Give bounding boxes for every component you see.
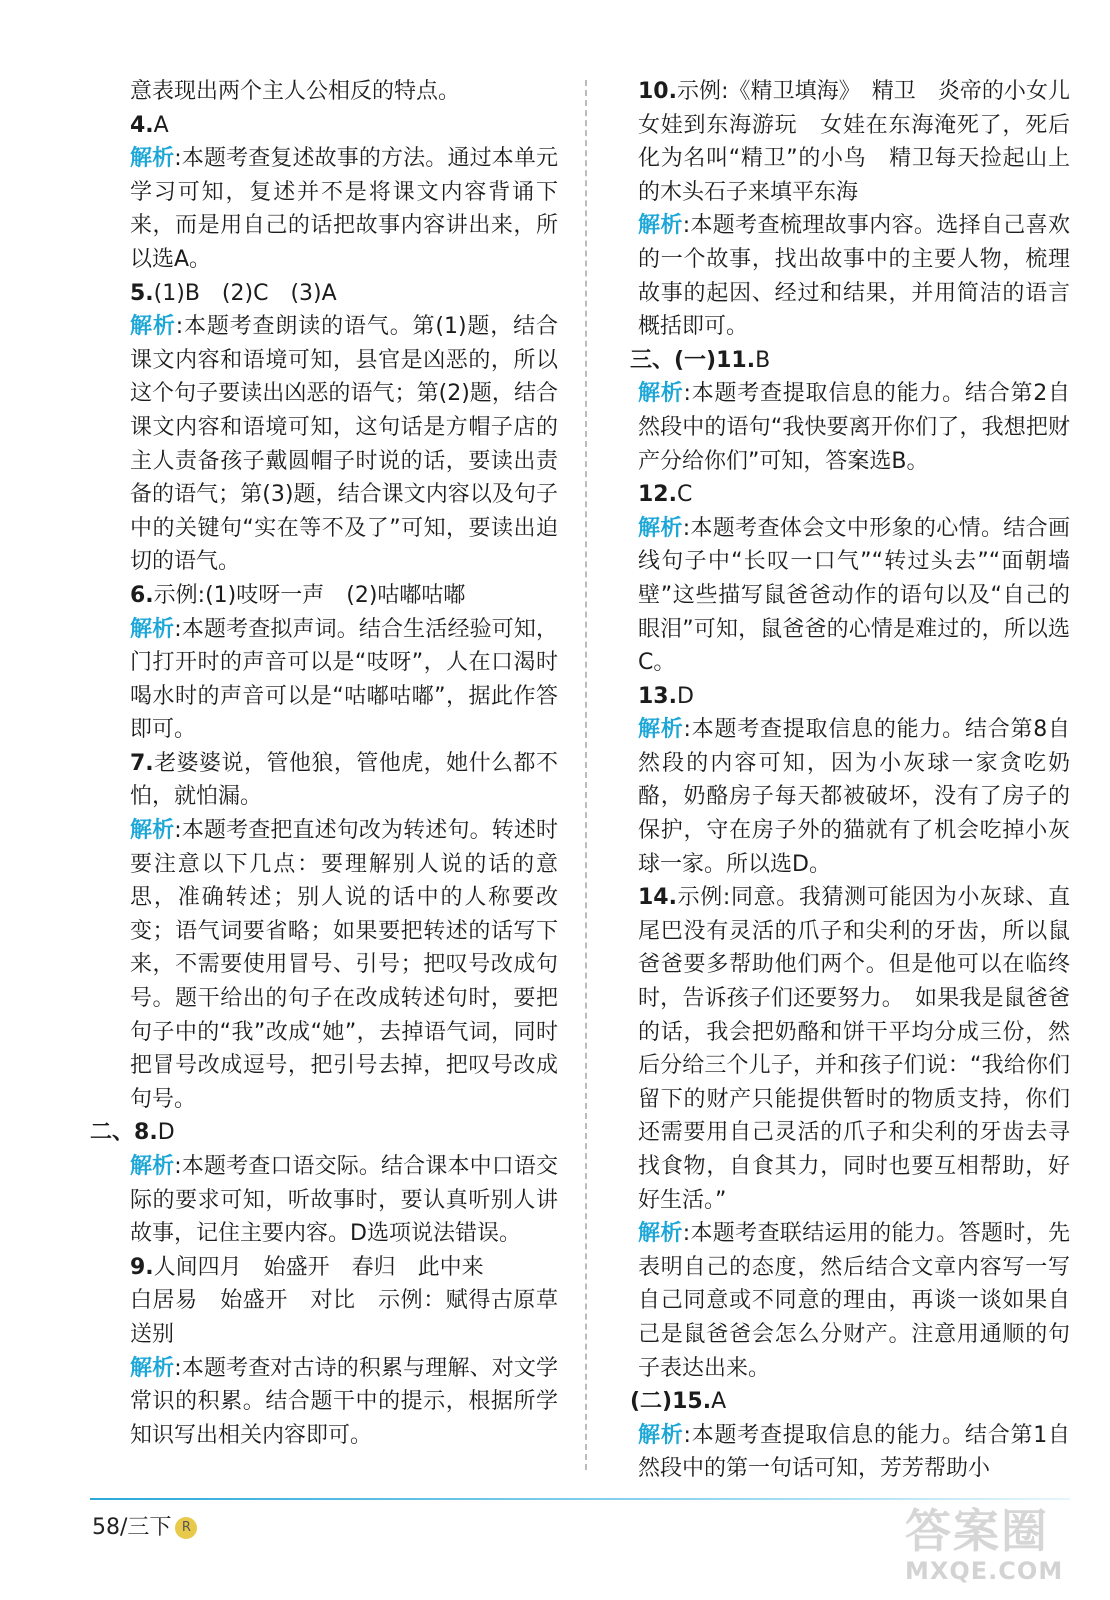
analysis-label: 解析 <box>130 314 176 340</box>
analysis-text: :本题考查口语交际。结合课本中口语交际的要求可知，听故事时，要认真听别人讲故事，记住主要内容。D选项说法错误。 <box>130 1154 558 1247</box>
analysis-label: 解析 <box>638 717 684 743</box>
question-number: 4. <box>130 112 154 138</box>
answer-text: 示例:《精卫填海》 精卫 炎帝的小女儿女娃到东海游玩 女娃在东海淹死了，死后化为名叫“精卫”的小鸟 精卫每天捡起山上的木头石子来填平东海 <box>638 79 1070 205</box>
question-number: 5. <box>130 280 154 306</box>
left-column <box>90 75 558 1452</box>
analysis-label: 解析 <box>130 1355 175 1381</box>
analysis-item <box>630 512 1070 680</box>
analysis-item <box>630 377 1070 478</box>
watermark-title: 答案圈 <box>905 1504 1049 1558</box>
analysis-label: 解析 <box>638 1221 683 1247</box>
question-number: 10. <box>638 79 677 104</box>
analysis-label: 解析 <box>130 1154 175 1179</box>
question-number: 6. <box>130 582 154 608</box>
answer-text: B <box>755 347 771 373</box>
answer-item <box>630 881 1070 1217</box>
analysis-text: :本题考查拟声词。结合生活经验可知，门打开时的声音可以是“吱呀”，人在口渴时喝水时的声音可以是“咕嘟咕嘟”，据此作答即可。 <box>130 616 558 743</box>
analysis-label: 解析 <box>638 381 684 407</box>
section-marker: 二、 <box>90 1120 135 1146</box>
answer-text: D <box>676 683 694 709</box>
question-number: 14. <box>638 885 677 911</box>
answer-item <box>90 277 558 311</box>
analysis-text: :本题考查联结运用的能力。答题时，先表明自己的态度，然后结合文章内容写一写自己同意或不同意的理由，再谈一谈如果自己是鼠爸爸会怎么分财产。注意用通顺的句子表达出来。 <box>638 1221 1070 1381</box>
analysis-item <box>90 1150 558 1251</box>
analysis-item <box>90 142 558 276</box>
analysis-text: :本题考查体会文中形象的心情。结合画线句子中“长叹一口气”“转过头去”“面朝墙壁”这些描写鼠爸爸动作的语句以及“自己的眼泪”可知，鼠爸爸的心情是难过的，所以选C。 <box>638 515 1070 676</box>
answer-text: 老婆婆说，管他狼，管他虎，她什么都不怕，就怕漏。 <box>130 750 558 810</box>
analysis-label: 解析 <box>638 213 683 239</box>
analysis-label: 解析 <box>638 1422 684 1448</box>
analysis-text: :本题考查提取信息的能力。结合第2自然段中的语句“我快要离开你们了，我想把财产分给你们”可知，答案选B。 <box>638 381 1070 474</box>
answer-item <box>90 1116 558 1150</box>
answer-text: C <box>676 482 693 508</box>
page-number: 58 <box>92 1515 120 1540</box>
analysis-item <box>90 1352 558 1453</box>
analysis-text: :本题考查复述故事的方法。通过本单元学习可知，复述并不是将课文内容背诵下来，而是用自己的话把故事内容讲出来，所以选A。 <box>130 146 558 272</box>
analysis-label: 解析 <box>130 818 175 844</box>
answer-text: D <box>157 1120 175 1146</box>
watermark <box>905 1505 1090 1595</box>
answer-item <box>90 579 558 613</box>
question-number: 8. <box>134 1120 158 1146</box>
analysis-text: :本题考查对古诗的积累与理解、对文学常识的积累。结合题干中的提示，根据所学知识写出相关内容即可。 <box>130 1355 558 1448</box>
answer-text: (1)B (2)C (3)A <box>153 280 337 306</box>
answer-item <box>90 109 558 143</box>
answer-item <box>630 478 1070 512</box>
analysis-item <box>630 1217 1070 1385</box>
analysis-item <box>630 209 1070 343</box>
question-number: 11. <box>716 347 756 373</box>
answer-item <box>630 75 1070 209</box>
answer-text: 示例:同意。我猜测可能因为小灰球、直尾巴没有灵活的爪子和尖利的牙齿，所以鼠爸爸要多帮助他们两个。但是他可以在临终时，告诉孩子们还要努力。 如果我是鼠爸爸的话，我会把奶酪和饼干平均分成三份，然后分给三个儿子，并和孩子们说：“我给你们留下的财产只能提供暂时的物质支持，你们还需要用自己灵活的爪子和尖利的牙齿去寻找食物，自食其力，同时也要互相帮助，好好生活。” <box>638 885 1070 1213</box>
right-column <box>630 75 1070 1486</box>
answer-text: A <box>711 1389 727 1415</box>
analysis-text: :本题考查把直述句改为转述句。转述时要注意以下几点：要理解别人说的话的意思，准确转述；别人说的话中的人称要改变；语气词要省略；如果要把转述的话写下来，不需要使用冒号、引号；把叹号改成句号。题干给出的句子在改成转述句时，要把句子中的“我”改成“她”，去掉语气词，同时把冒号改成逗号，把引号去掉，把叹号改成句号。 <box>130 818 558 1112</box>
answer-item <box>90 747 558 814</box>
analysis-item <box>630 713 1070 881</box>
question-number: 7. <box>130 750 154 776</box>
analysis-item <box>630 1419 1070 1486</box>
continued-text: 意表现出两个主人公相反的特点。 <box>130 79 461 104</box>
analysis-item <box>90 613 558 747</box>
page-footer <box>92 1510 197 1541</box>
analysis-text: :本题考查朗读的语气。第(1)题，结合课文内容和语境可知，县官是凶恶的，所以这个句子要读出凶恶的语气；第(2)题，结合课文内容和语境可知，这句话是方帽子店的主人责备孩子戴圆帽子时说的话，要读出责备的语气；第(3)题，结合课文内容以及句子中的关键句“实在等不及了”可知，要读出迫切的语气。 <box>130 314 558 575</box>
analysis-item <box>90 310 558 579</box>
analysis-item <box>90 814 558 1116</box>
answer-item <box>630 344 1070 378</box>
analysis-label: 解析 <box>638 515 683 541</box>
analysis-label: 解析 <box>130 146 175 172</box>
analysis-text: :本题考查提取信息的能力。结合第1自然段中的第一句话可知，芳芳帮助小 <box>638 1422 1070 1482</box>
watermark-url: MXQE.COM <box>905 1557 1064 1585</box>
question-number: 15. <box>672 1389 712 1415</box>
question-number: 12. <box>638 482 677 508</box>
question-number: 13. <box>638 683 677 709</box>
analysis-text: :本题考查提取信息的能力。结合第8自然段的内容可知，因为小灰球一家贪吃奶酪，奶酪房子每天都被破坏，没有了房子的保护，守在房子外的猫就有了机会吃掉小灰球一家。所以选D。 <box>638 717 1070 877</box>
answer-text: 人间四月 始盛开 春归 此中来 白居易 始盛开 对比 示例：赋得古原草送别 <box>130 1254 558 1347</box>
answer-text: 示例:(1)吱呀一声 (2)咕嘟咕嘟 <box>153 582 466 608</box>
section-marker: (二) <box>630 1389 673 1415</box>
answer-text: A <box>153 112 169 138</box>
footer-rule <box>90 1498 1070 1500</box>
analysis-label: 解析 <box>130 616 175 642</box>
section-marker: 三、(一) <box>630 347 717 373</box>
grade-label: /三下 <box>120 1515 172 1540</box>
answer-item <box>630 1385 1070 1419</box>
column-divider <box>585 80 587 1470</box>
answer-item <box>90 1251 558 1352</box>
edition-badge-icon: R <box>175 1517 197 1539</box>
answer-item <box>630 680 1070 714</box>
question-number: 9. <box>130 1254 154 1280</box>
analysis-text: :本题考查梳理故事内容。选择自己喜欢的一个故事，找出故事中的主要人物，梳理故事的起因、经过和结果，并用简洁的语言概括即可。 <box>638 213 1070 340</box>
